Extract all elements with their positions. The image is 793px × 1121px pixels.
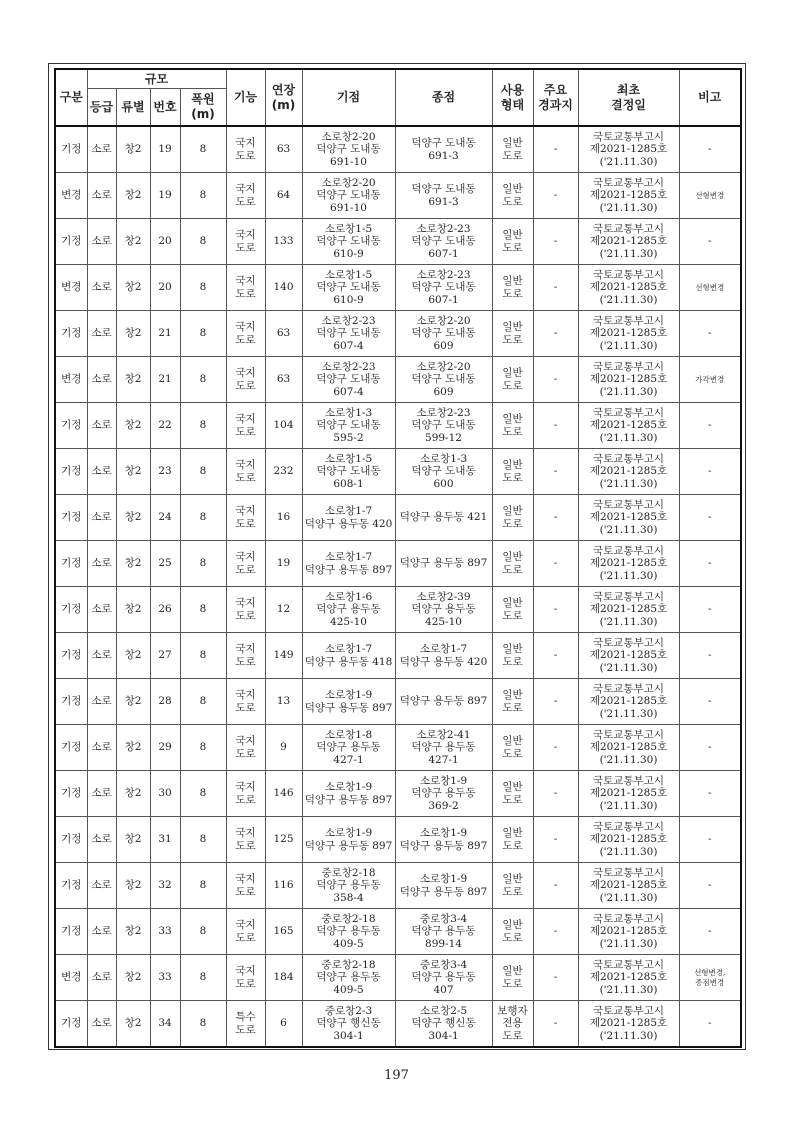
cell-number: 20 — [150, 219, 180, 265]
cell-width: 8 — [180, 541, 226, 587]
cell-width: 8 — [180, 495, 226, 541]
cell-width: 8 — [180, 449, 226, 495]
cell-note: - — [679, 495, 741, 541]
cell-grade: 소로 — [87, 173, 116, 219]
cell-grade: 소로 — [87, 265, 116, 311]
cell-via: - — [533, 587, 578, 633]
cell-number: 30 — [150, 771, 180, 817]
cell-decision: 국토교통부고시 제2021-1285호 ('21.11.30) — [578, 863, 679, 909]
cell-grade: 소로 — [87, 495, 116, 541]
cell-type: 창2 — [116, 817, 150, 863]
cell-start: 소로창2-23 덕양구 도내동 607-4 — [302, 357, 395, 403]
cell-note: - — [679, 863, 741, 909]
cell-type: 창2 — [116, 311, 150, 357]
cell-length: 9 — [265, 725, 302, 771]
table-row — [55, 909, 741, 955]
cell-start: 소로창1-7 덕양구 용두동 420 — [302, 495, 395, 541]
cell-number: 21 — [150, 357, 180, 403]
cell-length: 165 — [265, 909, 302, 955]
cell-number: 25 — [150, 541, 180, 587]
cell-usage: 일반 도로 — [492, 679, 533, 725]
cell-length: 125 — [265, 817, 302, 863]
cell-length: 12 — [265, 587, 302, 633]
header-start: 기점 — [302, 69, 395, 126]
cell-note: 선형변경 — [679, 265, 741, 311]
cell-via: - — [533, 265, 578, 311]
cell-start: 소로창2-23 덕양구 도내동 607-4 — [302, 311, 395, 357]
cell-gubun: 변경 — [55, 265, 87, 311]
cell-gubun: 기정 — [55, 126, 87, 173]
table-row — [55, 357, 741, 403]
cell-note: - — [679, 633, 741, 679]
cell-note: - — [679, 587, 741, 633]
cell-length: 116 — [265, 863, 302, 909]
cell-width: 8 — [180, 817, 226, 863]
cell-end: 소로창1-9 덕양구 용두동 369-2 — [395, 771, 492, 817]
cell-type: 창2 — [116, 1001, 150, 1048]
header-type: 류별 — [116, 89, 150, 127]
table-row — [55, 495, 741, 541]
cell-type: 창2 — [116, 541, 150, 587]
header-gubun: 구분 — [55, 69, 87, 126]
cell-end: 덕양구 용두동 897 — [395, 541, 492, 587]
cell-function: 국지 도로 — [226, 219, 265, 265]
cell-decision: 국토교통부고시 제2021-1285호 ('21.11.30) — [578, 771, 679, 817]
cell-end: 덕양구 용두동 897 — [395, 679, 492, 725]
table-row — [55, 771, 741, 817]
cell-type: 창2 — [116, 357, 150, 403]
cell-start: 소로창1-6 덕양구 용두동 425-10 — [302, 587, 395, 633]
cell-usage: 일반 도로 — [492, 219, 533, 265]
cell-decision: 국토교통부고시 제2021-1285호 ('21.11.30) — [578, 725, 679, 771]
cell-width: 8 — [180, 679, 226, 725]
header-length: 연장 (m) — [265, 69, 302, 126]
cell-type: 창2 — [116, 587, 150, 633]
cell-decision: 국토교통부고시 제2021-1285호 ('21.11.30) — [578, 449, 679, 495]
cell-usage: 일반 도로 — [492, 863, 533, 909]
cell-number: 27 — [150, 633, 180, 679]
cell-end: 소로창2-23 덕양구 도내동 599-12 — [395, 403, 492, 449]
cell-function: 국지 도로 — [226, 495, 265, 541]
cell-gubun: 기정 — [55, 817, 87, 863]
cell-type: 창2 — [116, 265, 150, 311]
header-decision: 최초 결정일 — [578, 69, 679, 126]
cell-width: 8 — [180, 311, 226, 357]
cell-number: 23 — [150, 449, 180, 495]
cell-type: 창2 — [116, 219, 150, 265]
cell-grade: 소로 — [87, 725, 116, 771]
header-usage: 사용 형태 — [492, 69, 533, 126]
cell-via: - — [533, 633, 578, 679]
cell-decision: 국토교통부고시 제2021-1285호 ('21.11.30) — [578, 633, 679, 679]
table-row — [55, 679, 741, 725]
cell-width: 8 — [180, 126, 226, 173]
cell-usage: 일반 도로 — [492, 449, 533, 495]
cell-gubun: 기정 — [55, 633, 87, 679]
cell-note: - — [679, 1001, 741, 1048]
cell-grade: 소로 — [87, 633, 116, 679]
page-number: 197 — [384, 1068, 409, 1083]
cell-grade: 소로 — [87, 219, 116, 265]
cell-gubun: 기정 — [55, 771, 87, 817]
cell-start: 중로창2-18 덕양구 용두동 409-5 — [302, 909, 395, 955]
cell-grade: 소로 — [87, 817, 116, 863]
cell-usage: 일반 도로 — [492, 817, 533, 863]
cell-decision: 국토교통부고시 제2021-1285호 ('21.11.30) — [578, 311, 679, 357]
cell-grade: 소로 — [87, 403, 116, 449]
cell-length: 13 — [265, 679, 302, 725]
cell-decision: 국토교통부고시 제2021-1285호 ('21.11.30) — [578, 955, 679, 1001]
cell-number: 26 — [150, 587, 180, 633]
cell-function: 국지 도로 — [226, 863, 265, 909]
cell-end: 중로창3-4 덕양구 용두동 407 — [395, 955, 492, 1001]
cell-via: - — [533, 311, 578, 357]
cell-length: 63 — [265, 311, 302, 357]
cell-end: 소로창2-23 덕양구 도내동 607-1 — [395, 219, 492, 265]
cell-usage: 일반 도로 — [492, 357, 533, 403]
cell-usage: 일반 도로 — [492, 403, 533, 449]
cell-type: 창2 — [116, 173, 150, 219]
cell-number: 22 — [150, 403, 180, 449]
cell-usage: 일반 도로 — [492, 587, 533, 633]
cell-start: 소로창1-5 덕양구 도내동 610-9 — [302, 265, 395, 311]
cell-end: 소로창1-7 덕양구 용두동 420 — [395, 633, 492, 679]
cell-gubun: 변경 — [55, 173, 87, 219]
cell-usage: 보행자 전용 도로 — [492, 1001, 533, 1048]
cell-via: - — [533, 909, 578, 955]
cell-usage: 일반 도로 — [492, 541, 533, 587]
cell-grade: 소로 — [87, 541, 116, 587]
cell-via: - — [533, 219, 578, 265]
header-grade: 등급 — [87, 89, 116, 127]
cell-number: 19 — [150, 126, 180, 173]
cell-via: - — [533, 173, 578, 219]
cell-gubun: 기정 — [55, 219, 87, 265]
table-row — [55, 1001, 741, 1048]
cell-decision: 국토교통부고시 제2021-1285호 ('21.11.30) — [578, 679, 679, 725]
table-row — [55, 403, 741, 449]
cell-function: 국지 도로 — [226, 403, 265, 449]
page-frame — [48, 63, 746, 1050]
cell-gubun: 기정 — [55, 909, 87, 955]
cell-width: 8 — [180, 173, 226, 219]
cell-number: 33 — [150, 909, 180, 955]
cell-usage: 일반 도로 — [492, 633, 533, 679]
cell-gubun: 기정 — [55, 495, 87, 541]
cell-type: 창2 — [116, 863, 150, 909]
cell-end: 소로창2-41 덕양구 용두동 427-1 — [395, 725, 492, 771]
table-row — [55, 219, 741, 265]
cell-number: 31 — [150, 817, 180, 863]
table-row — [55, 449, 741, 495]
cell-gubun: 기정 — [55, 587, 87, 633]
cell-start: 소로창1-9 덕양구 용두동 897 — [302, 679, 395, 725]
cell-via: - — [533, 495, 578, 541]
cell-decision: 국토교통부고시 제2021-1285호 ('21.11.30) — [578, 817, 679, 863]
cell-type: 창2 — [116, 495, 150, 541]
cell-type: 창2 — [116, 679, 150, 725]
cell-gubun: 기정 — [55, 1001, 87, 1048]
cell-via: - — [533, 541, 578, 587]
cell-gubun: 기정 — [55, 863, 87, 909]
cell-function: 국지 도로 — [226, 679, 265, 725]
cell-note: - — [679, 219, 741, 265]
cell-grade: 소로 — [87, 126, 116, 173]
header-width: 폭원 (m) — [180, 89, 226, 127]
cell-type: 창2 — [116, 403, 150, 449]
cell-width: 8 — [180, 219, 226, 265]
cell-length: 16 — [265, 495, 302, 541]
cell-width: 8 — [180, 771, 226, 817]
cell-via: - — [533, 955, 578, 1001]
cell-width: 8 — [180, 863, 226, 909]
cell-length: 6 — [265, 1001, 302, 1048]
cell-start: 소로창1-5 덕양구 도내동 608-1 — [302, 449, 395, 495]
cell-note: - — [679, 403, 741, 449]
cell-usage: 일반 도로 — [492, 955, 533, 1001]
cell-via: - — [533, 725, 578, 771]
table-row — [55, 725, 741, 771]
cell-type: 창2 — [116, 725, 150, 771]
cell-function: 국지 도로 — [226, 587, 265, 633]
cell-decision: 국토교통부고시 제2021-1285호 ('21.11.30) — [578, 265, 679, 311]
cell-start: 소로창2-20 덕양구 도내동 691-10 — [302, 173, 395, 219]
table-row — [55, 863, 741, 909]
cell-number: 34 — [150, 1001, 180, 1048]
header-note: 비고 — [679, 69, 741, 126]
cell-number: 21 — [150, 311, 180, 357]
table-row — [55, 817, 741, 863]
table-row — [55, 633, 741, 679]
cell-function: 국지 도로 — [226, 265, 265, 311]
cell-decision: 국토교통부고시 제2021-1285호 ('21.11.30) — [578, 173, 679, 219]
cell-via: - — [533, 357, 578, 403]
cell-start: 소로창1-9 덕양구 용두동 897 — [302, 771, 395, 817]
cell-width: 8 — [180, 403, 226, 449]
cell-number: 29 — [150, 725, 180, 771]
cell-function: 국지 도로 — [226, 126, 265, 173]
cell-gubun: 변경 — [55, 955, 87, 1001]
cell-grade: 소로 — [87, 679, 116, 725]
cell-via: - — [533, 679, 578, 725]
cell-note: 선형변경 — [679, 173, 741, 219]
table-row — [55, 126, 741, 173]
cell-type: 창2 — [116, 909, 150, 955]
cell-function: 국지 도로 — [226, 311, 265, 357]
cell-grade: 소로 — [87, 955, 116, 1001]
cell-note: - — [679, 725, 741, 771]
cell-type: 창2 — [116, 771, 150, 817]
cell-usage: 일반 도로 — [492, 126, 533, 173]
cell-via: - — [533, 817, 578, 863]
cell-number: 28 — [150, 679, 180, 725]
header-function: 기능 — [226, 69, 265, 126]
cell-length: 140 — [265, 265, 302, 311]
cell-end: 소로창2-20 덕양구 도내동 609 — [395, 311, 492, 357]
header-number: 번호 — [150, 89, 180, 127]
cell-end: 덕양구 도내동 691-3 — [395, 126, 492, 173]
cell-gubun: 기정 — [55, 541, 87, 587]
cell-width: 8 — [180, 955, 226, 1001]
cell-gubun: 기정 — [55, 725, 87, 771]
cell-usage: 일반 도로 — [492, 311, 533, 357]
cell-number: 33 — [150, 955, 180, 1001]
cell-length: 63 — [265, 126, 302, 173]
cell-number: 24 — [150, 495, 180, 541]
cell-type: 창2 — [116, 633, 150, 679]
cell-via: - — [533, 1001, 578, 1048]
table-row — [55, 541, 741, 587]
cell-length: 19 — [265, 541, 302, 587]
cell-start: 중로창2-3 덕양구 행신동 304-1 — [302, 1001, 395, 1048]
cell-via: - — [533, 126, 578, 173]
cell-grade: 소로 — [87, 587, 116, 633]
table-row — [55, 265, 741, 311]
cell-start: 소로창1-7 덕양구 용두동 418 — [302, 633, 395, 679]
cell-note: - — [679, 817, 741, 863]
header-end: 종점 — [395, 69, 492, 126]
cell-width: 8 — [180, 357, 226, 403]
cell-end: 소로창2-5 덕양구 행신동 304-1 — [395, 1001, 492, 1048]
cell-usage: 일반 도로 — [492, 909, 533, 955]
table-body — [55, 126, 741, 1047]
cell-function: 국지 도로 — [226, 541, 265, 587]
cell-start: 소로창1-8 덕양구 용두동 427-1 — [302, 725, 395, 771]
cell-note: - — [679, 126, 741, 173]
cell-usage: 일반 도로 — [492, 173, 533, 219]
cell-decision: 국토교통부고시 제2021-1285호 ('21.11.30) — [578, 541, 679, 587]
cell-note: 선형변경, 종점변경 — [679, 955, 741, 1001]
cell-gubun: 기정 — [55, 449, 87, 495]
cell-length: 232 — [265, 449, 302, 495]
cell-gubun: 기정 — [55, 679, 87, 725]
cell-grade: 소로 — [87, 449, 116, 495]
cell-usage: 일반 도로 — [492, 265, 533, 311]
cell-grade: 소로 — [87, 311, 116, 357]
cell-gubun: 기정 — [55, 311, 87, 357]
cell-decision: 국토교통부고시 제2021-1285호 ('21.11.30) — [578, 495, 679, 541]
cell-start: 소로창1-5 덕양구 도내동 610-9 — [302, 219, 395, 265]
cell-via: - — [533, 771, 578, 817]
header-gyumo: 규모 — [87, 69, 226, 89]
cell-length: 184 — [265, 955, 302, 1001]
cell-via: - — [533, 863, 578, 909]
cell-function: 국지 도로 — [226, 909, 265, 955]
cell-number: 32 — [150, 863, 180, 909]
cell-gubun: 기정 — [55, 403, 87, 449]
cell-end: 소로창2-23 덕양구 도내동 607-1 — [395, 265, 492, 311]
cell-start: 소로창1-3 덕양구 도내동 595-2 — [302, 403, 395, 449]
cell-grade: 소로 — [87, 909, 116, 955]
cell-note: - — [679, 909, 741, 955]
table-header — [55, 69, 741, 126]
cell-type: 창2 — [116, 955, 150, 1001]
road-register-table — [54, 68, 742, 1048]
cell-end: 소로창1-3 덕양구 도내동 600 — [395, 449, 492, 495]
header-via: 주요 경과지 — [533, 69, 578, 126]
cell-note: - — [679, 541, 741, 587]
cell-length: 146 — [265, 771, 302, 817]
cell-width: 8 — [180, 725, 226, 771]
cell-function: 국지 도로 — [226, 449, 265, 495]
cell-width: 8 — [180, 1001, 226, 1048]
cell-function: 국지 도로 — [226, 173, 265, 219]
cell-decision: 국토교통부고시 제2021-1285호 ('21.11.30) — [578, 126, 679, 173]
cell-end: 소로창1-9 덕양구 용두동 897 — [395, 817, 492, 863]
cell-note: - — [679, 679, 741, 725]
cell-note: - — [679, 771, 741, 817]
cell-usage: 일반 도로 — [492, 495, 533, 541]
cell-end: 덕양구 도내동 691-3 — [395, 173, 492, 219]
cell-end: 소로창2-20 덕양구 도내동 609 — [395, 357, 492, 403]
cell-number: 20 — [150, 265, 180, 311]
cell-end: 소로창1-9 덕양구 용두동 897 — [395, 863, 492, 909]
cell-decision: 국토교통부고시 제2021-1285호 ('21.11.30) — [578, 357, 679, 403]
cell-start: 소로창2-20 덕양구 도내동 691-10 — [302, 126, 395, 173]
cell-function: 국지 도로 — [226, 357, 265, 403]
cell-width: 8 — [180, 633, 226, 679]
cell-function: 국지 도로 — [226, 771, 265, 817]
cell-via: - — [533, 449, 578, 495]
cell-grade: 소로 — [87, 357, 116, 403]
cell-type: 창2 — [116, 126, 150, 173]
cell-function: 국지 도로 — [226, 817, 265, 863]
table-row — [55, 587, 741, 633]
cell-function: 국지 도로 — [226, 725, 265, 771]
cell-width: 8 — [180, 909, 226, 955]
cell-function: 국지 도로 — [226, 955, 265, 1001]
table-row — [55, 955, 741, 1001]
cell-decision: 국토교통부고시 제2021-1285호 ('21.11.30) — [578, 1001, 679, 1048]
cell-grade: 소로 — [87, 771, 116, 817]
cell-number: 19 — [150, 173, 180, 219]
cell-end: 중로창3-4 덕양구 용두동 899-14 — [395, 909, 492, 955]
cell-grade: 소로 — [87, 863, 116, 909]
cell-start: 중로창2-18 덕양구 용두동 358-4 — [302, 863, 395, 909]
cell-length: 64 — [265, 173, 302, 219]
cell-decision: 국토교통부고시 제2021-1285호 ('21.11.30) — [578, 909, 679, 955]
cell-width: 8 — [180, 265, 226, 311]
table-row — [55, 173, 741, 219]
cell-start: 중로창2-18 덕양구 용두동 409-5 — [302, 955, 395, 1001]
cell-type: 창2 — [116, 449, 150, 495]
cell-function: 특수 도로 — [226, 1001, 265, 1048]
cell-note: - — [679, 449, 741, 495]
cell-note: 가각변경 — [679, 357, 741, 403]
cell-decision: 국토교통부고시 제2021-1285호 ('21.11.30) — [578, 219, 679, 265]
cell-usage: 일반 도로 — [492, 771, 533, 817]
cell-length: 104 — [265, 403, 302, 449]
cell-start: 소로창1-9 덕양구 용두동 897 — [302, 817, 395, 863]
cell-grade: 소로 — [87, 1001, 116, 1048]
cell-usage: 일반 도로 — [492, 725, 533, 771]
cell-gubun: 변경 — [55, 357, 87, 403]
cell-width: 8 — [180, 587, 226, 633]
cell-length: 63 — [265, 357, 302, 403]
cell-end: 덕양구 용두동 421 — [395, 495, 492, 541]
cell-decision: 국토교통부고시 제2021-1285호 ('21.11.30) — [578, 587, 679, 633]
cell-note: - — [679, 311, 741, 357]
cell-length: 149 — [265, 633, 302, 679]
cell-via: - — [533, 403, 578, 449]
table-row — [55, 311, 741, 357]
cell-end: 소로창2-39 덕양구 용두동 425-10 — [395, 587, 492, 633]
cell-start: 소로창1-7 덕양구 용두동 897 — [302, 541, 395, 587]
cell-length: 133 — [265, 219, 302, 265]
cell-decision: 국토교통부고시 제2021-1285호 ('21.11.30) — [578, 403, 679, 449]
cell-function: 국지 도로 — [226, 633, 265, 679]
